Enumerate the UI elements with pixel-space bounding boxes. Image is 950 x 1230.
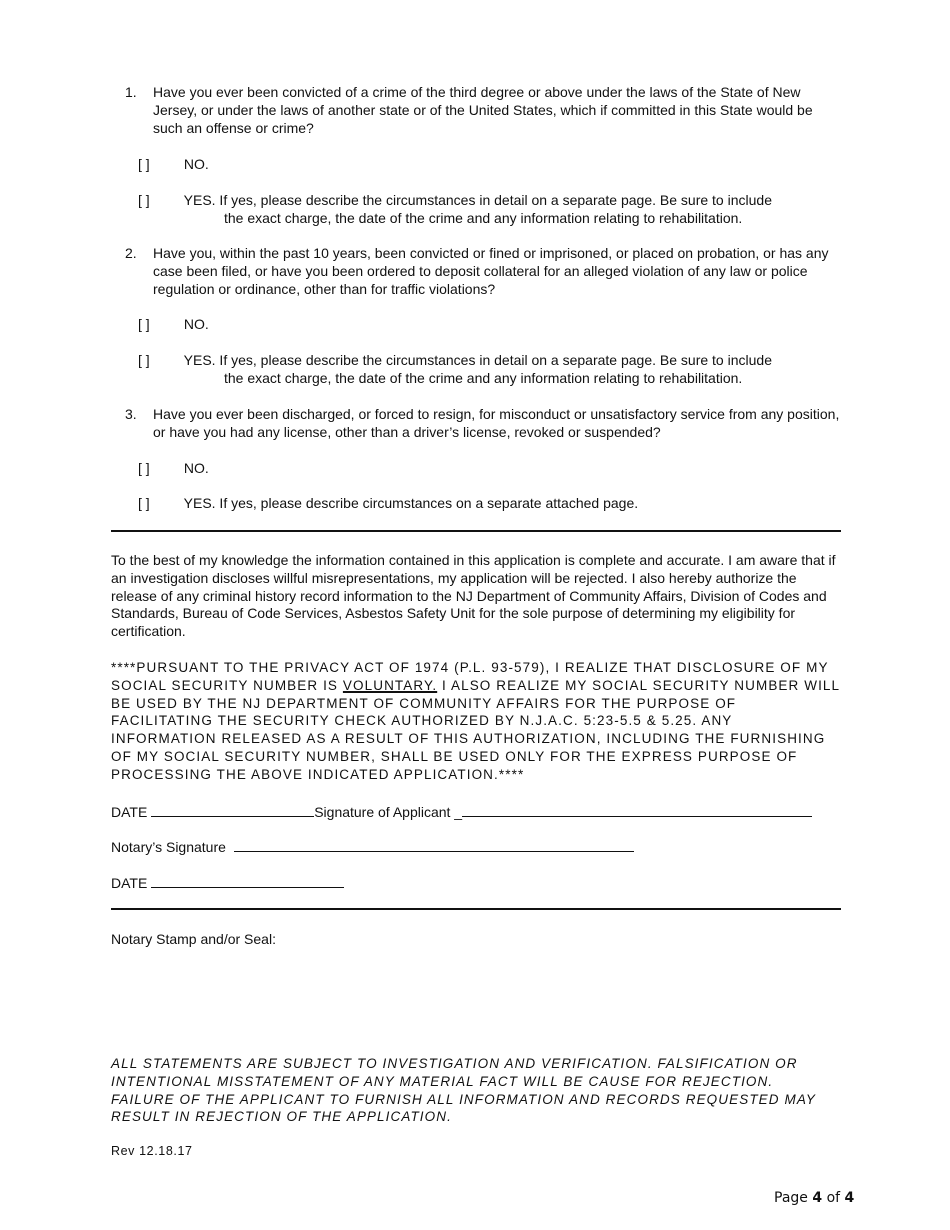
question-2 [125, 244, 840, 298]
checkbox-no[interactable]: [ ] [138, 460, 150, 476]
question-1-no-option [138, 155, 838, 173]
question-text: Have you ever been discharged, or forced to resign, for misconduct or unsatisfactory service from any position, or have you had any license, other than a driver’s license, revoked or suspended? [153, 406, 840, 440]
checkbox-no[interactable]: [ ] [138, 156, 150, 172]
notary-date-field[interactable] [151, 873, 344, 888]
question-3-yes-option [138, 494, 838, 512]
option-label-no: NO. [183, 316, 209, 332]
voluntary-emphasis: VOLUNTARY. [342, 677, 438, 693]
question-number: 2. [125, 245, 137, 261]
page-number [774, 1190, 854, 1206]
page-word: Page [774, 1190, 808, 1206]
notary-signature-row [111, 837, 841, 856]
checkbox-yes[interactable]: [ ] [138, 495, 150, 511]
notary-date-row [111, 873, 841, 892]
question-text: Have you, within the past 10 years, been convicted or fined or imprisoned, or placed on probation, or has any case been filed, or have you been ordered to deposit collateral for an alleged violation of any law or police regulation or ordinance, other than for traffic violations? [153, 245, 829, 297]
question-2-yes-option [138, 351, 838, 387]
privacy-text-after: I ALSO REALIZE MY SOCIAL SECURITY NUMBER WILL BE USED BY THE NJ DEPARTMENT OF COMMUNITY AFFAIRS FOR THE PURPOSE OF FACILITATING THE SECURITY CHECK AUTHORIZED BY N.J.A.C. 5:23-5.5 & 5.25. ANY INFORMATION RELEASED AS A RESULT OF THIS AUTHORIZATION, INCLUDING THE FURNISHING OF MY SOCIAL SECURITY NUMBER, SHALL BE USED ONLY FOR THE EXPRESS PURPOSE OF PROCESSING THE ABOVE INDICATED APPLICATION.**** [111, 677, 840, 782]
privacy-text-before: ****PURSUANT TO THE PRIVACY ACT OF 1974 (P.L. 93-579), I REALIZE THAT DISCLOSURE OF MY SOCIAL SECURITY NUMBER IS [111, 660, 829, 693]
section-divider [111, 530, 841, 532]
question-3-no-option [138, 459, 838, 477]
section-divider [111, 908, 841, 910]
disclaimer: ALL STATEMENTS ARE SUBJECT TO INVESTIGATION AND VERIFICATION. FALSIFICATION OR INTENTIONAL MISSTATEMENT OF ANY MATERIAL FACT WILL BE CAUSE FOR REJECTION. FAILURE OF THE APPLICANT TO FURNISH ALL INFORMATION AND RECORDS REQUESTED MAY RESULT IN REJECTION OF THE APPLICATION. [111, 1056, 816, 1125]
option-label-no: NO. [183, 460, 209, 476]
date-field[interactable] [151, 802, 314, 817]
option-detail: the exact charge, the date of the crime and any information relating to rehabilitation. [224, 210, 743, 226]
date-label: DATE [111, 804, 148, 820]
option-detail: the exact charge, the date of the crime and any information relating to rehabilitation. [224, 370, 743, 386]
applicant-signature-label: Signature of Applicant _ [314, 804, 463, 820]
applicant-signature-row [111, 802, 841, 821]
question-text: Have you ever been convicted of a crime of the third degree or above under the laws of the State of New Jersey, or under the laws of another state or of the United States, which if committed in this State would be such an offense or crime? [153, 84, 813, 136]
option-label-yes: YES. If yes, please describe circumstances on a separate attached page. [183, 495, 639, 511]
checkbox-no[interactable]: [ ] [138, 316, 150, 332]
checkbox-yes[interactable]: [ ] [138, 352, 150, 368]
question-1 [125, 83, 840, 137]
notary-stamp-label: Notary Stamp and/or Seal: [111, 931, 276, 947]
revision-date: Rev 12.18.17 [111, 1144, 193, 1158]
question-1-yes-option [138, 191, 838, 227]
certification-statement: To the best of my knowledge the information contained in this application is complete and accurate. I am aware that if an investigation discloses willful misrepresentations, my application will be rejected. I also hereby authorize the release of any criminal history record information to the NJ Department of Community Affairs, Division of Codes and Standards, Bureau of Code Services, Asbestos Safety Unit for the sole purpose of determining my eligibility for certification. [111, 552, 836, 640]
date-label: DATE [111, 875, 148, 891]
checkbox-yes[interactable]: [ ] [138, 192, 150, 208]
question-number: 3. [125, 406, 137, 422]
privacy-act-notice [111, 659, 841, 784]
applicant-signature-field[interactable] [462, 802, 812, 817]
of-word: of [826, 1190, 841, 1206]
option-label-yes: YES. If yes, please describe the circumstances in detail on a separate page. Be sure to include [183, 352, 772, 368]
option-label-yes: YES. If yes, please describe the circumstances in detail on a separate page. Be sure to include [183, 192, 772, 208]
question-number: 1. [125, 84, 137, 100]
page-current: 4 [812, 1190, 823, 1206]
notary-signature-field[interactable] [234, 837, 634, 852]
question-2-no-option [138, 315, 838, 333]
notary-signature-label: Notary’s Signature [111, 839, 226, 855]
option-label-no: NO. [183, 156, 209, 172]
question-3 [125, 405, 840, 441]
page-total: 4 [844, 1190, 855, 1206]
